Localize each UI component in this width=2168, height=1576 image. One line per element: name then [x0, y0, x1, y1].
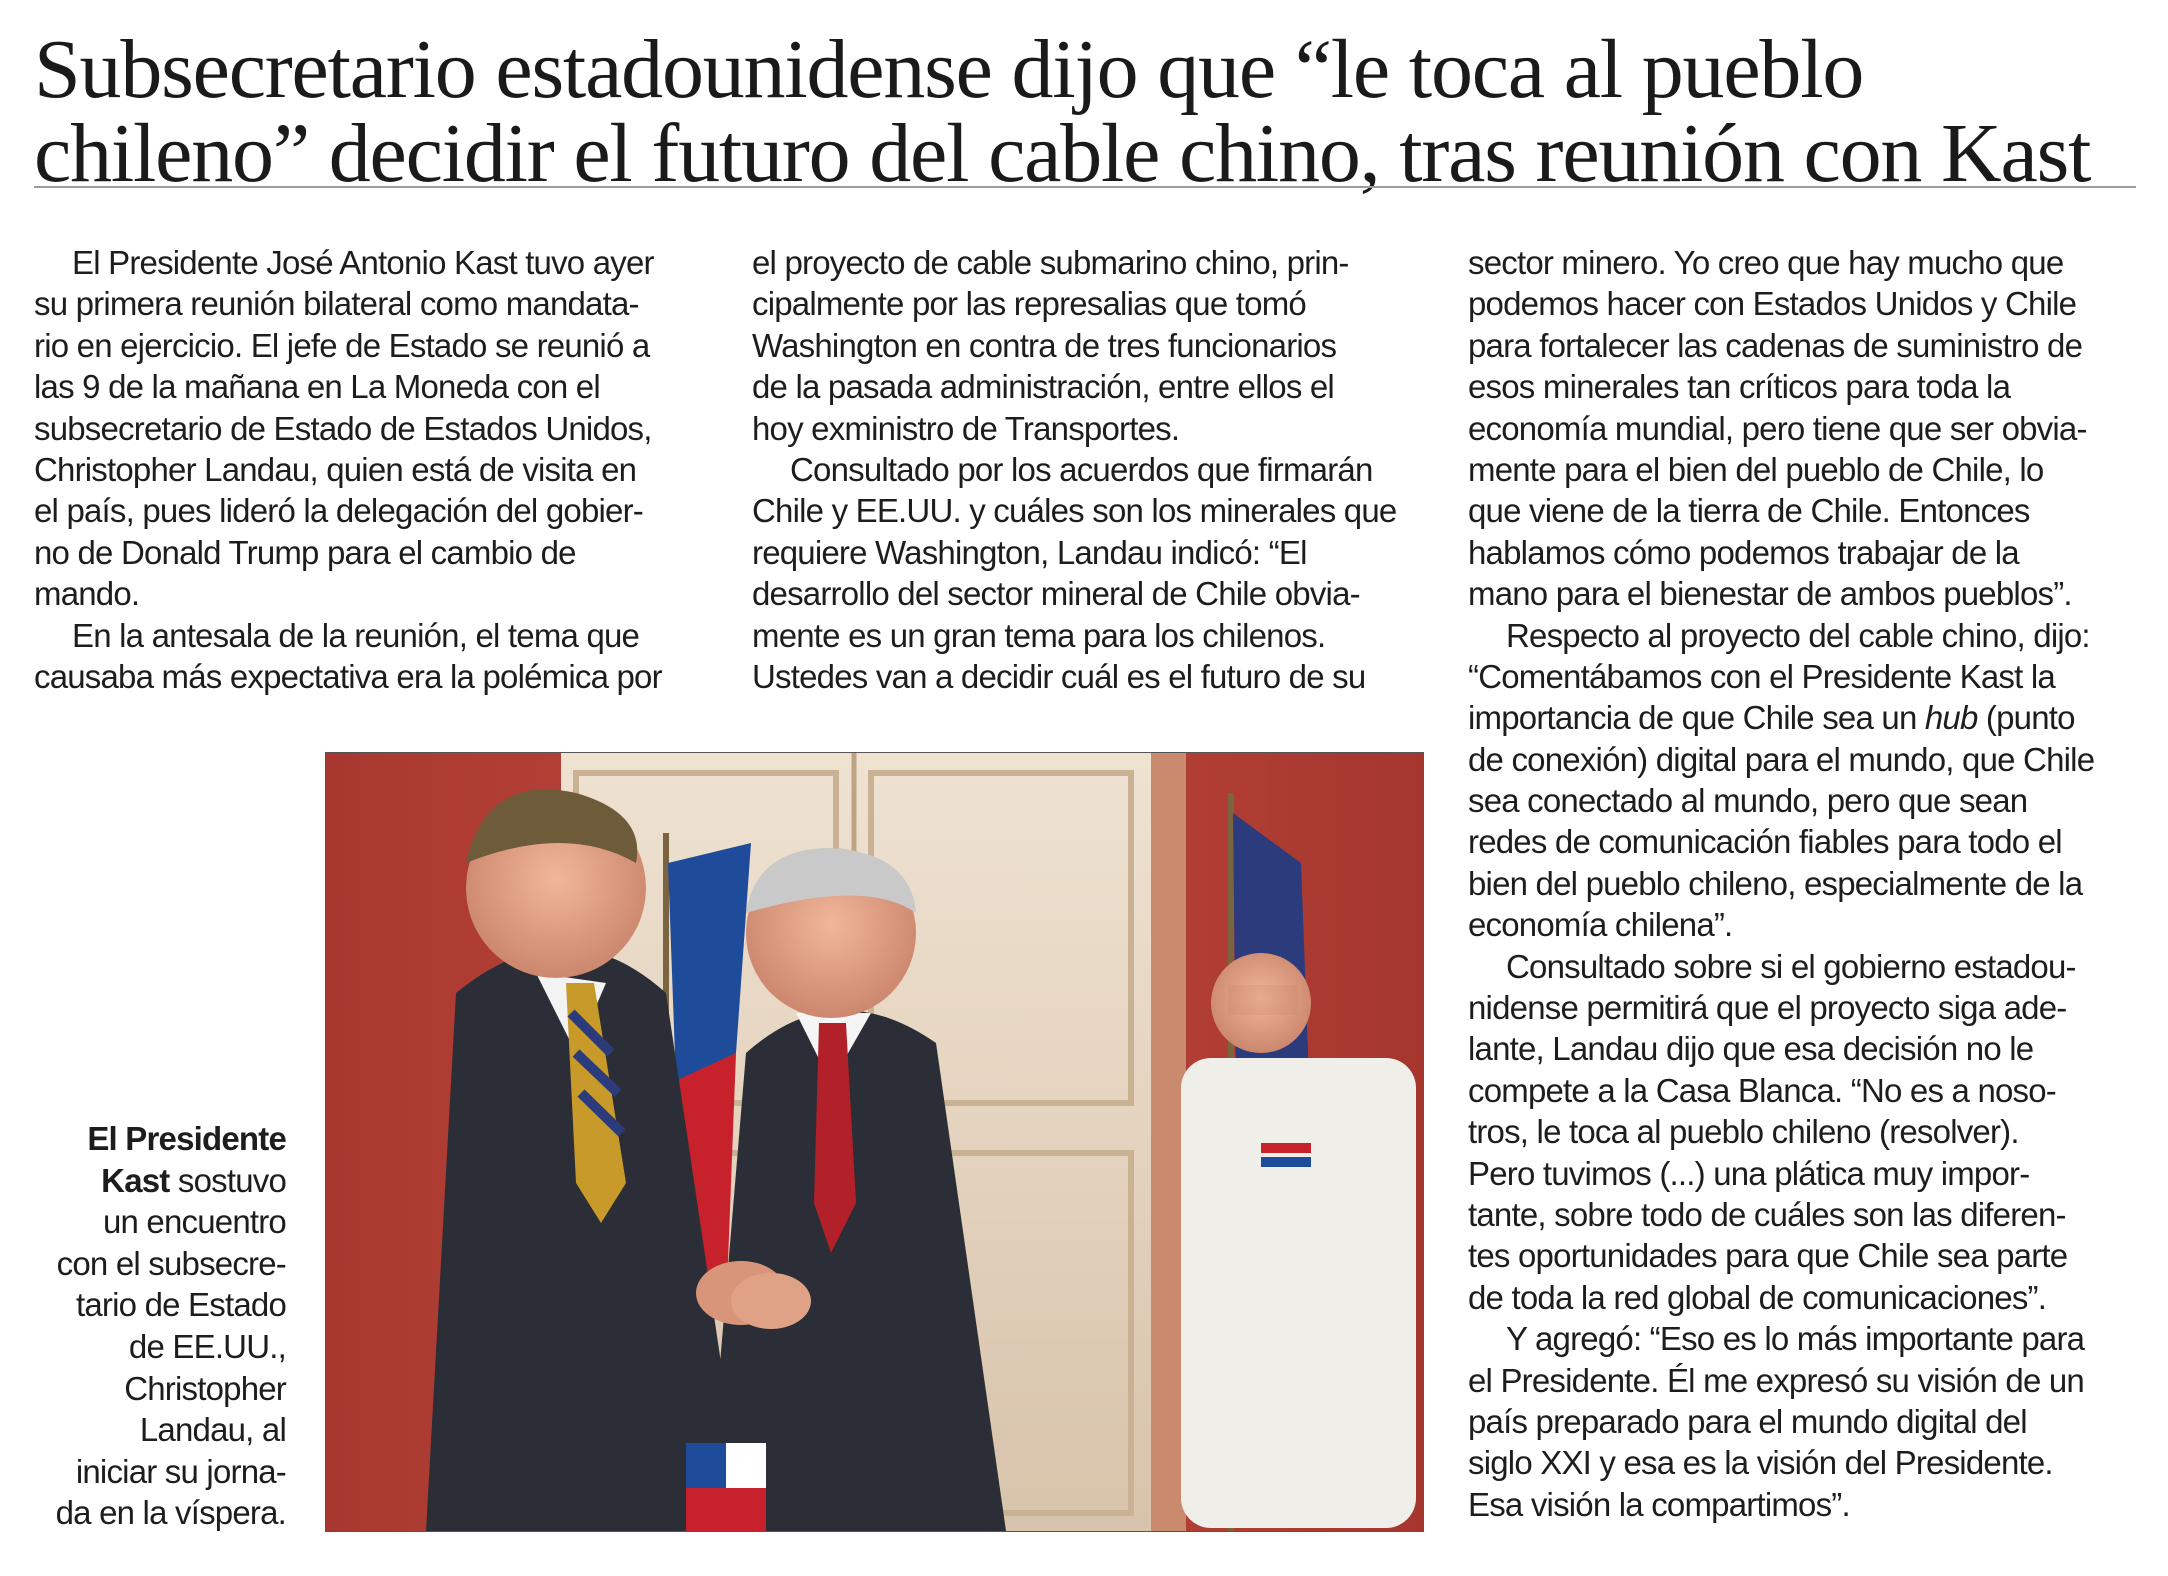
article-line: no de Donald Trump para el cambio de — [34, 533, 576, 571]
caption-line: Christopher — [124, 1369, 286, 1407]
handshake-photo-illustration — [326, 753, 1423, 1531]
caption-line: con el subsecre- — [56, 1244, 286, 1282]
headline-rule — [34, 186, 2136, 188]
article-line: subsecretario de Estado de Estados Unidos, — [34, 409, 652, 447]
article-line: “Comentábamos con el Presidente Kast la — [1468, 657, 2055, 695]
article-line: mando. — [34, 575, 140, 613]
headline-line-2: chileno” decidir el futuro del cable chino, tras reunión con Kast — [34, 107, 2091, 200]
article-line: tros, le toca al pueblo chileno (resolver). — [1468, 1113, 2019, 1151]
article-line: para fortalecer las cadenas de suministro de — [1468, 326, 2083, 364]
caption-rest-2: sostuvo — [169, 1161, 286, 1199]
article-line: Ustedes van a decidir cuál es el futuro de su — [752, 657, 1366, 695]
article-line: importancia de que Chile sea un hub (punto — [1468, 699, 2075, 737]
caption-line: Landau, al — [139, 1411, 286, 1449]
article-line: podemos hacer con Estados Unidos y Chile — [1468, 285, 2077, 323]
article-line: el proyecto de cable submarino chino, prin- — [752, 244, 1349, 281]
article-line: hablamos cómo podemos trabajar de la — [1468, 533, 2019, 571]
article-line: economía mundial, pero tiene que ser obvia- — [1468, 409, 2087, 447]
article-line: Christopher Landau, quien está de visita en — [34, 450, 637, 488]
headline-line-1: Subsecretario estadounidense dijo que “le toca al pueblo — [34, 23, 1864, 116]
article-line: requiere Washington, Landau indicó: “El — [752, 533, 1307, 571]
article-line: tante, sobre todo de cuáles son las diferen- — [1468, 1195, 2066, 1233]
article-line: bien del pueblo chileno, especialmente de la — [1468, 864, 2083, 902]
caption-line: un encuentro — [102, 1203, 286, 1241]
article-line: lante, Landau dijo que esa decisión no le — [1468, 1030, 2034, 1068]
article-line: Respecto al proyecto del cable chino, dijo: — [1506, 616, 2090, 654]
article-line: desarrollo del sector mineral de Chile obvia- — [752, 575, 1360, 613]
desk-flag-icon — [686, 1443, 766, 1531]
article-column-2 — [752, 242, 1432, 697]
caption-line-2 — [56, 1160, 286, 1202]
caption-bold-2: Kast — [101, 1161, 170, 1199]
article-line: que viene de la tierra de Chile. Entonces — [1468, 492, 2030, 530]
article-line: compete a la Casa Blanca. “No es a noso- — [1468, 1071, 2056, 1109]
article-line: tes oportunidades para que Chile sea parte — [1468, 1237, 2068, 1275]
article-line: el país, pues lideró la delegación del gobier- — [34, 492, 643, 530]
article-line: Pero tuvimos (...) una plática muy impor- — [1468, 1154, 2030, 1192]
article-line: causaba más expectativa era la polémica por — [34, 657, 662, 695]
article-line: de toda la red global de comunicaciones”. — [1468, 1278, 2047, 1316]
article-line: rio en ejercicio. El jefe de Estado se reunió a — [34, 326, 650, 364]
article-line: nidense permitirá que el proyecto siga ade- — [1468, 989, 2067, 1027]
article-line: país preparado para el mundo digital del — [1468, 1402, 2027, 1440]
article-line: redes de comunicación fiables para todo el — [1468, 823, 2062, 861]
article-line: su primera reunión bilateral como mandata- — [34, 285, 639, 323]
headline — [34, 23, 2134, 200]
article-line: En la antesala de la reunión, el tema que — [72, 616, 640, 654]
article-line: Consultado sobre si el gobierno estadou- — [1506, 947, 2076, 985]
caption-bold-1: El Presidente — [87, 1120, 286, 1157]
article-line: hoy exministro de Transportes. — [752, 409, 1180, 447]
photo-caption — [56, 1118, 286, 1534]
article-line: cipalmente por las represalias que tomó — [752, 285, 1306, 323]
article-line: de conexión) digital para el mundo, que Chile — [1468, 740, 2095, 778]
caption-line: tario de Estado — [76, 1286, 286, 1324]
caption-line: iniciar su jorna- — [75, 1452, 286, 1490]
caption-line: da en la víspera. — [55, 1494, 286, 1532]
article-line: Chile y EE.UU. y cuáles son los minerales que — [752, 492, 1397, 530]
article-line: sea conectado al mundo, pero que sean — [1468, 782, 2028, 820]
article-line: las 9 de la mañana en La Moneda con el — [34, 368, 600, 406]
article-line: Y agregó: “Eso es lo más importante para — [1506, 1320, 2085, 1358]
article-line: siglo XXI y esa es la visión del Presidente. — [1468, 1444, 2053, 1482]
article-line: Washington en contra de tres funcionarios — [752, 326, 1337, 364]
article-column-1 — [34, 242, 714, 697]
article-line: de la pasada administración, entre ellos el — [752, 368, 1334, 406]
article-line: Consultado por los acuerdos que firmarán — [790, 450, 1373, 488]
article-line: el Presidente. Él me expresó su visión de un — [1468, 1361, 2084, 1399]
article-line: Esa visión la compartimos”. — [1468, 1485, 1850, 1523]
news-photo — [325, 752, 1424, 1532]
caption-line: de EE.UU., — [128, 1327, 286, 1365]
article-line: mente para el bien del pueblo de Chile, lo — [1468, 450, 2044, 488]
article-column-3 — [1468, 242, 2148, 1525]
article-line: esos minerales tan críticos para toda la — [1468, 368, 2011, 406]
article-line: El Presidente José Antonio Kast tuvo ayer — [72, 244, 654, 281]
article-line: mente es un gran tema para los chilenos. — [752, 616, 1326, 654]
article-line: mano para el bienestar de ambos pueblos”. — [1468, 575, 2072, 613]
article-line: economía chilena”. — [1468, 906, 1733, 944]
article-line: sector minero. Yo creo que hay mucho que — [1468, 244, 2064, 281]
caption-line-1 — [56, 1118, 286, 1160]
